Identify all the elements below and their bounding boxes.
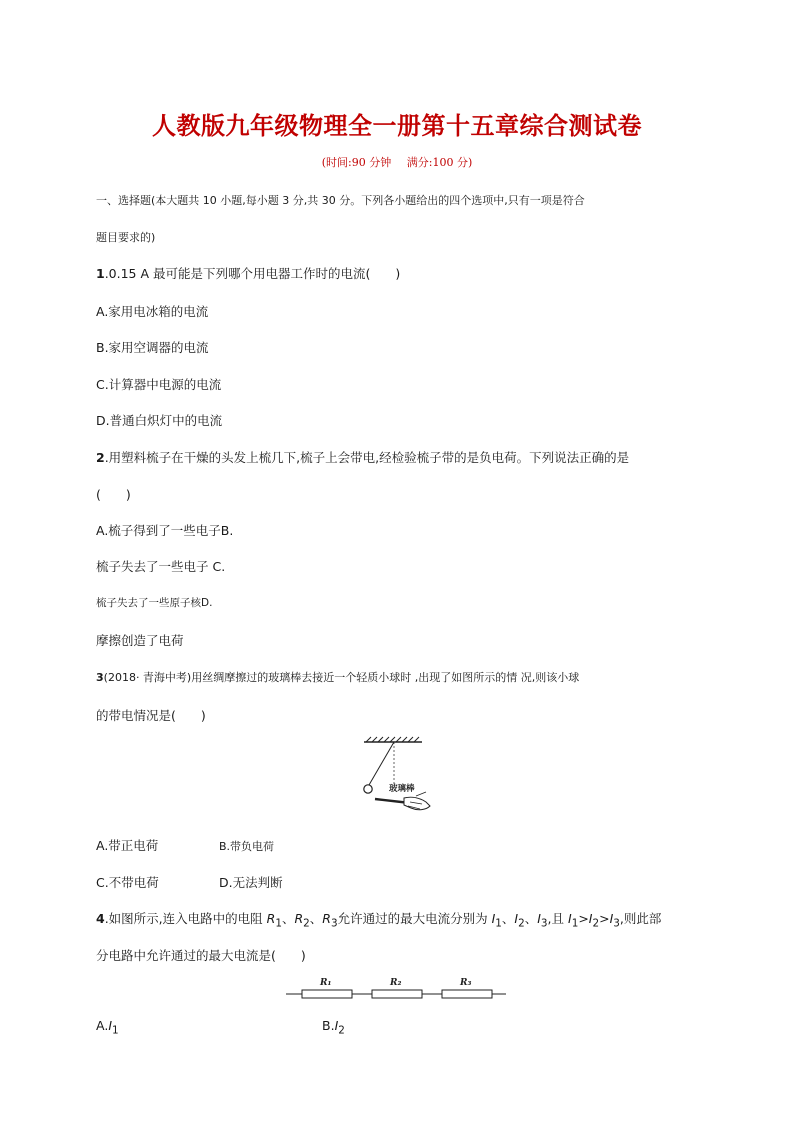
pendulum-figure — [360, 736, 442, 824]
resistor-r2 — [372, 990, 422, 998]
pendulum-thread — [369, 742, 394, 785]
question-2-option-line1: A.梳子得到了一些电子B. — [96, 523, 234, 538]
question-3-option-d: D.无法判断 — [219, 875, 283, 890]
question-1-option-a: A.家用电冰箱的电流 — [96, 304, 209, 319]
small-ball — [364, 785, 372, 793]
question-1-number: 1 — [96, 266, 105, 281]
resistor-r2-label: R₂ — [390, 978, 402, 988]
question-3-number: 3 — [96, 671, 104, 684]
question-4-number: 4 — [96, 911, 105, 926]
section-heading-line1: 一、选择题(本大题共 10 小题,每小题 3 分,共 30 分。下列各小题给出的四个选项中,只有一项是符合 — [96, 194, 585, 207]
question-3-stem — [96, 669, 579, 685]
question-2-text: .用塑料梳子在干燥的头发上梳几下,梳子上会带电,经检验梳子带的是负电荷。下列说法正确的是 — [104, 450, 630, 465]
question-2-option-line4: 摩擦创造了电荷 — [96, 633, 184, 648]
question-3-option-c: C.不带电荷 — [96, 875, 159, 890]
question-1-text: .0.15 A 最可能是下列哪个用电器工作时的电流( ) — [104, 266, 401, 281]
resistor-r3 — [442, 990, 492, 998]
resistor-r1 — [302, 990, 352, 998]
section-heading-line2: 题目要求的) — [96, 231, 156, 244]
question-1-option-d: D.普通白炽灯中的电流 — [96, 413, 223, 428]
question-4-option-a: $A.I_1$ — [96, 1018, 119, 1037]
resistor-r1-label: R₁ — [320, 978, 332, 988]
question-3-stem-line2: 的带电情况是( ) — [96, 708, 206, 723]
exam-time: (时间:90 分钟 — [321, 156, 392, 169]
question-2-stem — [96, 448, 629, 466]
resistor-circuit-figure — [286, 974, 508, 1004]
question-1-option-b: B.家用空调器的电流 — [96, 340, 209, 355]
question-4-option-b: $B.I_2$ — [322, 1018, 345, 1037]
question-1-option-c: C.计算器中电源的电流 — [96, 377, 222, 392]
question-3-text: (2018· 青海中考)用丝绸摩擦过的玻璃棒去接近一个轻质小球时 ,出现了如图所示的情 况,则该小球 — [103, 671, 580, 684]
question-1-stem — [96, 264, 400, 282]
question-4-stem: 4.如图所示,连入电路中的电阻 $R_1$、$R_2$、$R_3$允许通过的最大电流分别为 $I_1$、$I_2$、$I_3$,且 $I_1>I_2>I_3$,则此部 — [96, 911, 662, 930]
question-2-option-line2: 梳子失去了一些电子 C. — [96, 559, 226, 574]
question-4-stem-line2: 分电路中允许通过的最大电流是( ) — [96, 948, 306, 963]
question-2-option-line3: 梳子失去了一些原子核D. — [96, 597, 213, 609]
question-2-number: 2 — [96, 450, 105, 465]
question-3-option-a: A.带正电荷 — [96, 838, 159, 853]
question-3-option-b: B.带负电荷 — [219, 840, 275, 853]
resistor-r3-label: R₃ — [460, 978, 472, 988]
page-title: 人教版九年级物理全一册第十五章综合测试卷 — [152, 111, 642, 140]
question-2-paren: ( ) — [96, 487, 131, 502]
exam-score: 满分:100 分) — [406, 156, 473, 169]
glass-rod-label: 玻璃棒 — [389, 784, 415, 794]
exam-subtitle — [0, 154, 794, 170]
